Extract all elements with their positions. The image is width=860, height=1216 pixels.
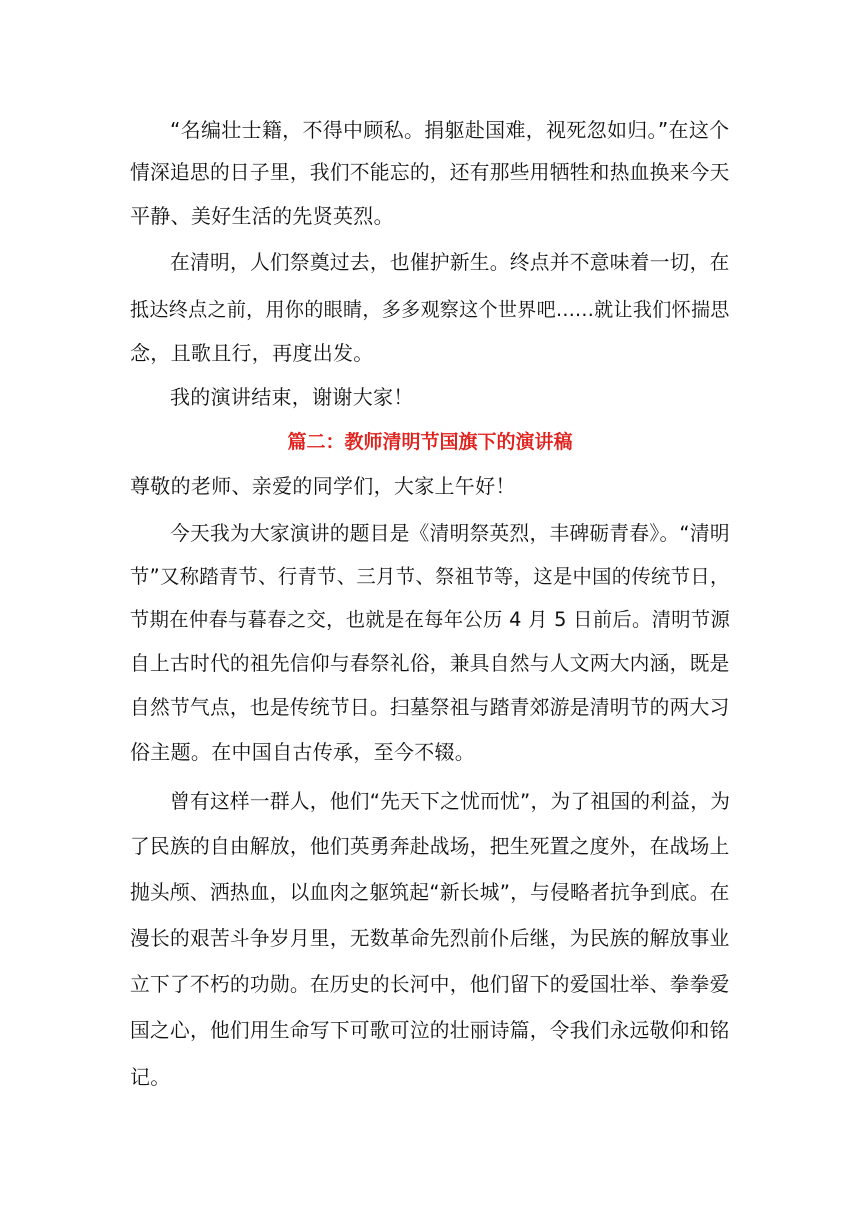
text-line: “名编壮士籍，不得中顾私。捐躯赴国难，视死忽如归。”在这个 <box>170 118 730 142</box>
text-line: 自上古时代的祖先信仰与春祭礼俗，兼具自然与人文两大内涵，既是 <box>130 652 730 675</box>
text-line: 节期在仲春与暮春之交，也就是在每年公历 4 月 5 日前后。清明节源 <box>130 608 731 631</box>
text-line: 俗主题。在中国自古传承，至今不辍。 <box>130 740 476 764</box>
text-line: 抛头颅、洒热血，以血肉之躯筑起“新长城”，与侵略者抗争到底。在 <box>130 881 730 904</box>
text-line: 漫长的艰苦斗争岁月里，无数革命先烈前仆后继，为民族的解放事业 <box>130 927 730 950</box>
text-line: 今天我为大家演讲的题目是《清明祭英烈，丰碑砺青春》。“清明 <box>170 522 730 545</box>
text-line: 尊敬的老师、亲爱的同学们，大家上午好！ <box>130 474 516 498</box>
text-line: 节”又称踏青节、行青节、三月节、祭祖节等，这是中国的传统节日， <box>130 565 730 588</box>
text-line: 情深追思的日子里，我们不能忘的，还有那些用牺牲和热血换来今天 <box>130 161 730 184</box>
text-line: 了民族的自由解放，他们英勇奔赴战场，把生死置之度外，在战场上 <box>130 835 730 858</box>
text-line: 自然节气点，也是传统节日。扫墓祭祖与踏青郊游是清明节的两大习 <box>130 696 730 719</box>
text-line: 我的演讲结束，谢谢大家！ <box>170 385 414 409</box>
text-line: 在清明，人们祭奠过去，也催护新生。终点并不意味着一切，在 <box>170 251 730 274</box>
text-line: 平静、美好生活的先贤英烈。 <box>130 204 394 228</box>
text-line: 念，且歌且行，再度出发。 <box>130 341 374 365</box>
text-line: 记。 <box>130 1065 171 1089</box>
text-line: 立下了不朽的功勋。在历史的长河中，他们留下的爱国壮举、拳拳爱 <box>130 973 730 996</box>
text-line: 曾有这样一群人，他们“先天下之忧而忧”，为了祖国的利益，为 <box>170 790 731 813</box>
text-line: 抵达终点之前，用你的眼睛，多多观察这个世界吧......就让我们怀揣思 <box>130 299 730 321</box>
text-line: 国之心，他们用生命写下可歌可泣的壮丽诗篇，令我们永远敬仰和铭 <box>130 1019 730 1042</box>
section-heading: 篇二：教师清明节国旗下的演讲稿 <box>287 431 573 453</box>
